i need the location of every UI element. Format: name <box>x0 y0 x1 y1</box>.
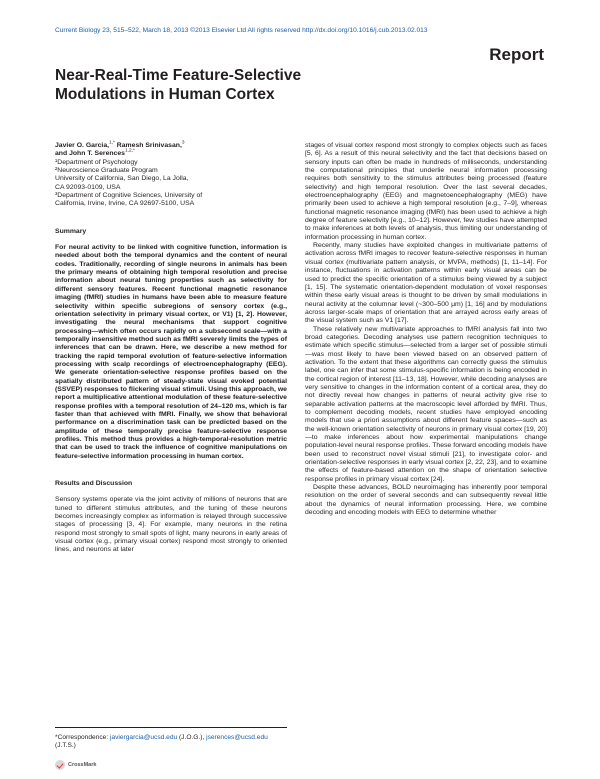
summary-heading: Summary <box>55 227 87 235</box>
section-label: Report <box>489 45 544 64</box>
correspondence-text: (J.O.G.), <box>177 734 207 741</box>
summary-paragraph: For neural activity to be linked with cognitive function, information is needed about both the temporal dynamics and the content of neural codes. Traditionally, recording of single neurons in animals has been the primary means of obtaining high temporal resolution and precise information about neural tuning properties such as selectivity for different sensory features. Recent functional magnetic resonance imaging (fMRI) studies in humans have been able to measure feature selectivity within specific subregions of sensory cortex (e.g., orientation selectivity in primary visual cortex, or V1) [1, 2]. However, investigating the neural mechanisms that support cognitive processing—which often occurs rapidly on a subsecond scale—with a temporally insensitive method such as fMRI severely limits the types of inferences that can be drawn. Here, we describe a new method for tracking the rapid temporal evolution of feature-selective information processing with scalp recordings of electroencephalography (EEG). We generate orientation-selective response profiles based on the spatially distributed pattern of steady-state visual evoked potential (SSVEP) responses to flickering visual stimuli. Using this approach, we report a multiplicative attentional modulation of these feature-selective response profiles with a temporal resolution of 24–120 ms, which is far faster than that achieved with fMRI. Finally, we show that behavioral performance on a discrimination task can be predicted based on the amplitude of these temporally precise feature-selective response profiles. This method thus provides a high-temporal-resolution metric that can be used to track the influence of cognitive manipulations on feature-selective information processing in human cortex. <box>55 244 287 460</box>
crossmark-badge[interactable] <box>55 760 96 770</box>
results-heading: Results and Discussion <box>55 480 133 488</box>
body-paragraph: Sensory systems operate via the joint activity of millions of neurons that are tuned to different stimulus attributes, and the tuning of these neurons becomes increasingly complex as information is relayed through successive stages of processing [3, 4]. For example, many neurons in the retina respond most strongly to small spots of light, many neurons in early areas of visual cortex (e.g., primary visual cortex) respond most strongly to oriented lines, and neurons at later <box>55 496 287 554</box>
article-title: Near-Real-Time Feature-Selective Modulations in Human Cortex <box>55 67 302 103</box>
left-column <box>55 142 287 555</box>
author-affil-mark: 1,2,* <box>124 149 135 155</box>
correspondence-email-link[interactable]: javiergarcia@ucsd.edu <box>109 734 178 741</box>
correspondence-email-link[interactable]: jserences@ucsd.edu <box>206 734 268 741</box>
author-name: Ramesh Srinivasan, <box>114 142 182 149</box>
crossmark-icon <box>55 760 65 770</box>
correspondence-footnote <box>55 727 287 750</box>
correspondence-label: *Correspondence: <box>55 734 110 741</box>
author-affil-mark: 3 <box>181 140 185 146</box>
affiliation-line: ¹Department of Psychology <box>55 158 138 166</box>
affiliation-line: ³Department of Cognitive Sciences, University of <box>55 192 203 200</box>
affiliation-line: California, Irvine, Irvine, CA 92697-5100, USA <box>55 200 195 208</box>
body-paragraph: Recently, many studies have exploited changes in multivariate patterns of activation across fMRI images to recover feature-selective responses in human visual cortex (multivariate pattern analysis, or MVPA, methods) [1, 11–14]. For instance, fluctuations in activation patterns within early visual areas can be used to predict the specific orientation of a stimulus being viewed by a subject [1, 15]. The systematic orientation-dependent modulation of voxel responses within these early visual areas is thought to be driven by small modulations in neural activity at the columnar level (~300–500 μm) [1, 16] and by modulations across larger-scale maps of orientation that are arrayed across early areas of the visual system such as V1 [17]. <box>305 242 547 325</box>
crossmark-label: CrossMark <box>68 762 97 768</box>
author-affil-mark: 1,* <box>109 140 115 146</box>
author-name: and John T. Serences <box>55 150 125 158</box>
right-column <box>305 142 547 517</box>
affiliation-line: ²Neuroscience Graduate Program <box>55 167 158 175</box>
body-paragraph: stages of visual cortex respond most strongly to complex objects such as faces [5, 6]. As a result of this neural selectivity and the fact that decisions based on sensory inputs can often be made in hundreds of milliseconds, understanding the computational principles that underlie neural information processing requires both sensitivity to the stimulus attributes being processed (feature selectivity) and high temporal resolution. Over the last several decades, electroencephalography (EEG) and magnetoencephalography (MEG) have primarily been used to achieve a high temporal resolution [e.g., 7–9], whereas functional magnetic resonance imaging (fMRI) has been used to achieve a high degree of feature selectivity [e.g., 10–12]. However, few studies have attempted to make inferences at both levels of analysis, thus limiting our understanding of information processing in human cortex. <box>305 142 547 241</box>
affiliation-line: University of California, San Diego, La Jolla, <box>55 175 189 183</box>
author-name: Javier O. Garcia, <box>55 142 110 149</box>
correspondence-text: (J.T.S.) <box>55 742 76 750</box>
author-list <box>55 142 287 159</box>
affiliations <box>55 159 287 209</box>
body-paragraph: These relatively new multivariate approaches to fMRI analysis fall into two broad categories. Decoding analyses use pattern recognition techniques to estimate which specific stimulus—selected from a larger set of possible stimuli—was most likely to have been viewed based on an observed pattern of activation. To the extent that these algorithms can correctly guess the stimulus label, one can infer that some stimulus-specific information is being encoded in the cortical region of interest [11–13, 18]. However, while decoding analyses are very sensitive to changes in the information content of a cortical area, they do not directly reveal how changes in patterns of neural activity give rise to separable activation patterns at the macroscopic level afforded by fMRI. Thus, to complement decoding models, recent studies have employed encoding models that use a priori assumptions about different feature spaces—such as the well-known orientation selectivity of neurons in primary visual cortex [19, 20]—to make inferences about how experimental manipulations change population-level neural response profiles. These forward encoding models have been used to reconstruct novel visual stimuli [21], to investigate color- and orientation-selective responses in early visual cortex [2, 22, 23], and to examine the effects of feature-based attention on the shape of orientation selective response profiles in primary visual cortex [24]. <box>305 325 547 483</box>
journal-citation-line: Current Biology 23, 515–522, March 18, 2013 ©2013 Elsevier Ltd All rights reserved http://dx.doi.org/10.1016/j.cub.2013.02.013 <box>55 27 428 34</box>
affiliation-line: CA 92093-0109, USA <box>55 183 121 191</box>
body-paragraph: Despite these advances, BOLD neuroimaging has inherently poor temporal resolution on the order of several seconds and can subsequently reveal little about the dynamics of neural information processing. Here, we combine decoding and encoding models with EEG to determine whether <box>305 484 547 517</box>
